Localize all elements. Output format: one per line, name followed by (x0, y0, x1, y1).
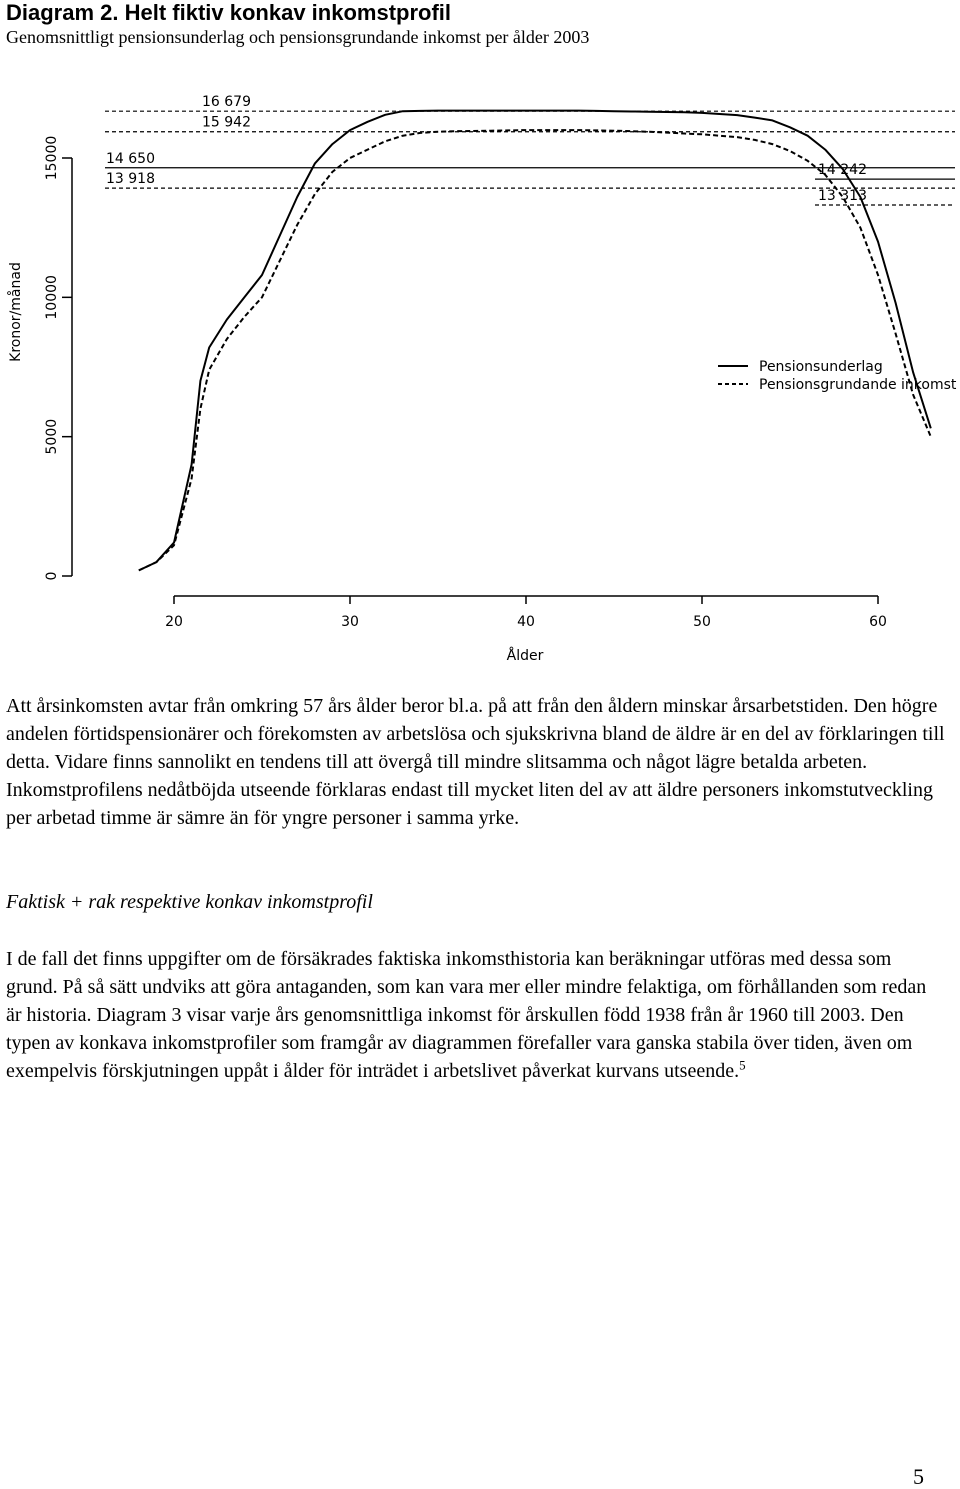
chart-series (139, 111, 931, 571)
x-tick-label: 60 (869, 614, 887, 630)
reference-label: 13 313 (818, 188, 867, 205)
y-tick-label: 5000 (44, 418, 60, 455)
diagram-title: Diagram 2. Helt fiktiv konkav inkomstprofil (6, 0, 452, 25)
y-tick-label: 15000 (44, 135, 60, 181)
y-axis-title: Kronor/månad (8, 262, 24, 362)
chart-axes (7, 136, 887, 664)
reference-label: 14 242 (818, 162, 867, 179)
reference-label: 13 918 (106, 171, 155, 188)
x-tick-label: 20 (165, 614, 183, 630)
page-number: 5 (913, 1464, 924, 1489)
y-tick-label: 0 (44, 571, 60, 581)
x-axis-title: Ålder (506, 648, 544, 664)
body-paragraph-2 (6, 945, 946, 1085)
chart-legend (718, 359, 957, 393)
section-heading: Faktisk + rak respektive konkav inkomstprofil (6, 891, 373, 913)
reference-label: 16 679 (202, 94, 251, 111)
y-tick-label: 10000 (44, 275, 60, 320)
income-profile-chart (0, 70, 960, 670)
diagram-subtitle: Genomsnittligt pensionsunderlag och pensionsgrundande inkomst per ålder 2003 (6, 27, 590, 47)
body-paragraph-2-text: I de fall det finns uppgifter om de försäkrades faktiska inkomsthistoria kan beräkningar utföras med dessa som grund. På så sätt undviks att göra antaganden, som kan vara mer eller mindre felaktiga, om förhållanden som redan är historia. Diagram 3 visar varje års genomsnittliga inkomst för årskullen född 1938 från år 1960 till 2003. Den typen av konkava inkomstprofiler som framgår av diagrammen förefaller vara ganska stabila över tiden, även om exempelvis förskjutningen uppåt i ålder för inträdet i arbetslivet påverkat kurvans utseende. (6, 948, 927, 1082)
legend-label: Pensionsunderlag (759, 359, 883, 375)
footnote-reference: 5 (739, 1057, 746, 1073)
x-tick-label: 40 (517, 614, 535, 630)
body-paragraph-1: Att årsinkomsten avtar från omkring 57 års ålder beror bl.a. på att från den åldern minskar årsarbetstiden. Den högre andelen förtidspensionärer och förekomsten av arbetslösa och sjukskrivna bland de äldre är en del av förklaringen till detta. Vidare finns sannolikt en tendens till att övergå till mindre slitsamma och något lägre betalda arbeten. Inkomstprofilens nedåtböjda utseende förklaras endast till mycket liten del av att äldre personers inkomstutveckling per arbetad timme är sämre än för yngre personer i samma yrke. (6, 695, 945, 829)
reference-label: 14 650 (106, 150, 155, 167)
x-tick-label: 50 (693, 614, 711, 630)
series-line (139, 111, 931, 571)
series-line (139, 130, 931, 570)
legend-label: Pensionsgrundande inkomst (759, 377, 957, 393)
x-tick-label: 30 (341, 614, 359, 630)
reference-label: 15 942 (202, 114, 251, 131)
